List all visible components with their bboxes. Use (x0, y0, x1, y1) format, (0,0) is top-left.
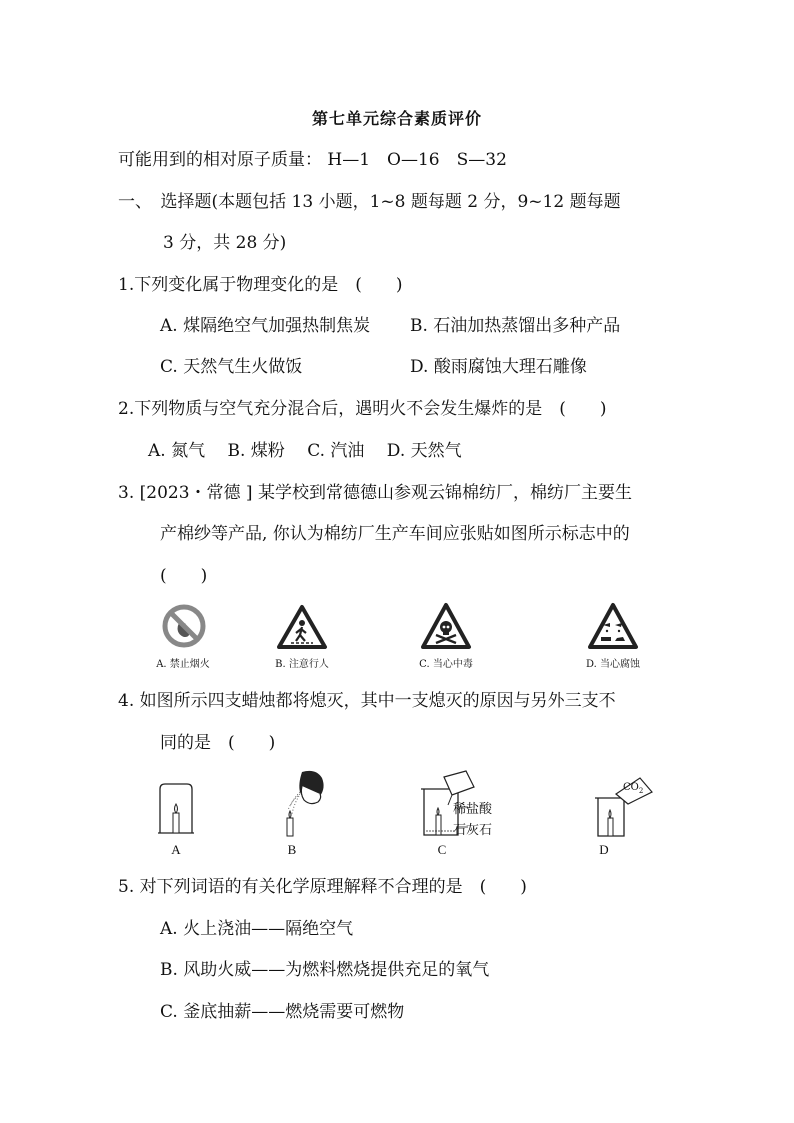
figure-label-a: A (171, 842, 181, 857)
question-3-stem-cont: 产棉纱等产品, 你认为棉纺厂生产车间应张贴如图所示标志中的 (160, 524, 630, 544)
question-3-bracket: ( ) (160, 566, 208, 586)
limestone-label: 石灰石 (453, 823, 493, 838)
q2-options: A. 氮气 B. 煤粉 C. 汽油 D. 天然气 (148, 441, 462, 461)
poison-warning-icon (421, 603, 471, 649)
question-1-stem: 1.下列变化属于物理变化的是 ( ) (118, 275, 403, 295)
q5-option-b: B. 风助火威——为燃料燃烧提供充足的氧气 (160, 960, 490, 980)
section-heading-cont: 3 分，共 28 分) (163, 233, 287, 253)
atomic-mass-note: 可能用到的相对原子质量： H—1 O—16 S—32 (118, 150, 507, 170)
page-title: 第七单元综合素质评价 (311, 109, 482, 128)
question-2-stem: 2.下列物质与空气充分混合后，遇明火不会发生爆炸的是 ( ) (118, 399, 607, 419)
sign-caption-c: C. 当心中毒 (419, 659, 473, 670)
sign-caption-d: D. 当心腐蚀 (585, 659, 641, 670)
q5-option-c: C. 釜底抽薪——燃烧需要可燃物 (160, 1002, 405, 1022)
no-fire-icon (162, 604, 206, 650)
figure-label-d: D (599, 842, 609, 857)
pedestrian-warning-icon (277, 605, 327, 649)
figure-label-b: B (287, 842, 297, 857)
person-blowing-candle-figure (272, 768, 332, 838)
acid-label: 稀盐酸 (453, 802, 493, 817)
candle-under-glass-figure (158, 783, 194, 835)
sign-caption-b: B. 注意行人 (275, 659, 329, 670)
figure-label-c: C (437, 842, 447, 857)
sign-caption-a: A. 禁止烟火 (156, 659, 210, 670)
question-3-stem: 3. [2023・常德 ] 某学校到常德德山参观云锦棉纺厂，棉纺厂主要生 (118, 483, 632, 503)
co2-label: $CO_2$ (623, 782, 644, 795)
q1-option-b: B. 石油加热蒸馏出多种产品 (410, 316, 621, 336)
question-5-stem: 5. 对下列词语的有关化学原理解释不合理的是 ( ) (118, 877, 527, 897)
section-heading: 一、 选择题(本题包括 13 小题，1~8 题每题 2 分，9~12 题每题 (118, 192, 621, 212)
q1-option-d: D. 酸雨腐蚀大理石雕像 (410, 357, 587, 377)
corrosion-warning-icon (588, 603, 638, 649)
question-4-stem: 4. 如图所示四支蜡烛都将熄灭，其中一支熄灭的原因与另外三支不 (118, 691, 616, 711)
q5-option-a: A. 火上浇油——隔绝空气 (160, 919, 354, 939)
question-4-stem-cont: 同的是 ( ) (160, 733, 276, 753)
q1-option-c: C. 天然气生火做饭 (160, 357, 303, 377)
q1-option-a: A. 煤隔绝空气加强热制焦炭 (160, 316, 371, 336)
